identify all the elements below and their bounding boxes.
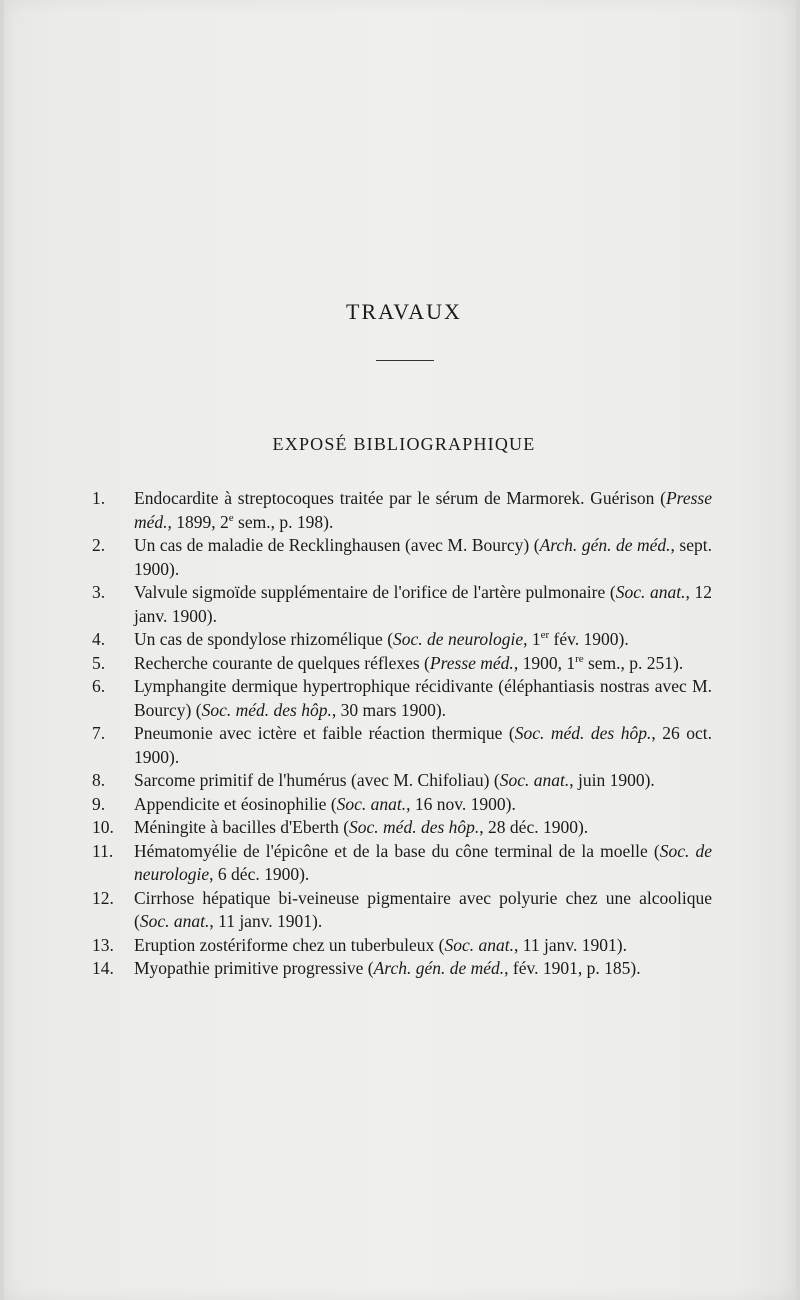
bibliography-entry — [92, 816, 712, 840]
entry-text: Pneumonie avec ictère et faible réaction thermique ( — [134, 723, 515, 743]
entry-text: , juin 1900). — [569, 770, 655, 790]
entry-journal: Soc. méd. des hôp. — [349, 817, 480, 837]
bibliography-entry — [92, 934, 712, 958]
bibliography-entry — [92, 581, 712, 628]
bibliography-entry — [92, 769, 712, 793]
bibliography-entry — [92, 887, 712, 934]
entry-number: 14. — [92, 958, 114, 978]
entry-text: , 11 janv. 1901). — [209, 911, 323, 931]
entry-number: 2. — [92, 535, 106, 555]
entry-text: fév. 1900). — [549, 629, 629, 649]
entry-text: Appendicite et éosinophilie ( — [134, 793, 337, 814]
entry-text: Endocardite à streptocoques traitée par le sérum de Marmorek. Guérison ( — [134, 488, 666, 508]
entry-text: , 11 janv. 1901). — [514, 934, 627, 955]
entry-journal: Soc. de neurologie — [134, 840, 712, 884]
section-subtitle: EXPOSÉ BIBLIOGRAPHIQUE — [272, 434, 536, 454]
entry-number: 10. — [92, 817, 114, 837]
entry-superscript: e — [228, 511, 234, 524]
bibliography-entry — [92, 652, 712, 676]
entry-text: Un cas de spondylose rhizomélique ( — [134, 629, 394, 649]
bibliography-entry — [92, 675, 712, 722]
entry-number: 5. — [92, 652, 106, 673]
bibliography-entry — [92, 840, 712, 887]
entry-journal: Presse méd. — [429, 652, 514, 673]
entry-text: , 12 janv. 1900). — [134, 582, 712, 626]
book-page — [4, 0, 796, 1300]
entry-journal: Soc. anat. — [444, 934, 515, 955]
entry-superscript: re — [575, 652, 584, 665]
bibliography-entry — [92, 628, 712, 652]
entry-journal: Soc. méd. des hôp. — [514, 723, 652, 743]
entry-journal: Soc. méd. des hôp. — [201, 699, 332, 720]
entry-number: 12. — [92, 887, 114, 908]
entry-journal: Arch. gén. de méd. — [373, 958, 505, 978]
entry-text: Eruption zostériforme chez un tuberbuleux ( — [134, 934, 445, 955]
entry-number: 11. — [92, 840, 114, 861]
entry-text: Recherche courante de quelques réflexes ( — [134, 652, 430, 673]
entry-text: , 1 — [523, 629, 541, 649]
entry-journal: Arch. gén. de méd. — [539, 535, 671, 555]
entry-text: sem., p. 251). — [583, 652, 684, 673]
entry-number: 6. — [92, 676, 106, 696]
entry-text: Un cas de maladie de Recklinghausen (avec M. Bourcy) ( — [134, 535, 540, 555]
entry-number: 9. — [92, 793, 106, 814]
entry-text: Méningite à bacilles d'Eberth ( — [134, 817, 350, 837]
entry-text: Lymphangite dermique hypertrophique récidivante (éléphantiasis nostras avec M. Bourcy) ( — [134, 676, 712, 720]
bibliography-entry — [92, 722, 712, 769]
entry-superscript: er — [540, 629, 550, 642]
entry-number: 1. — [92, 488, 106, 508]
entry-text: , 16 nov. 1900). — [406, 793, 516, 814]
entry-text: Myopathie primitive progressive ( — [134, 958, 374, 978]
entry-text: , 26 oct. 1900). — [134, 723, 712, 767]
section-title: TRAVAUX — [346, 299, 462, 324]
entry-text: , fév. 1901, p. 185). — [504, 958, 641, 978]
entry-journal: Presse méd. — [134, 488, 712, 532]
entry-text: Hématomyélie de l'épicône et de la base du cône terminal de la moelle ( — [134, 840, 660, 861]
entry-text: Sarcome primitif de l'humérus (avec M. Chifoliau) ( — [134, 770, 500, 790]
entry-journal: Soc. de neurologie — [393, 629, 524, 649]
title-rule — [376, 360, 434, 361]
entry-text: , 28 déc. 1900). — [479, 817, 589, 837]
bibliography-entry — [92, 793, 712, 817]
entry-text: Valvule sigmoïde supplémentaire de l'orifice de l'artère pulmonaire ( — [134, 582, 616, 602]
entry-journal: Soc. anat. — [499, 770, 570, 790]
entry-journal: Soc. anat. — [139, 911, 210, 931]
entry-text: , 1899, 2 — [167, 511, 229, 532]
entry-text: , 1900, 1 — [513, 652, 576, 673]
entry-number: 8. — [92, 770, 106, 790]
entry-text: , sept. 1900). — [134, 535, 713, 579]
entry-number: 13. — [92, 934, 114, 955]
entry-number: 7. — [92, 723, 106, 743]
bibliography-list — [92, 487, 712, 981]
entry-journal: Soc. anat. — [615, 582, 686, 602]
entry-journal: Soc. anat. — [336, 793, 407, 814]
bibliography-entry — [92, 534, 712, 581]
bibliography-entry — [92, 957, 712, 981]
entry-text: sem., p. 198). — [233, 511, 334, 532]
entry-number: 3. — [92, 582, 106, 602]
entry-number: 4. — [92, 629, 106, 649]
entry-text: Cirrhose hépatique bi-veineuse pigmentaire avec polyurie chez une alcoolique ( — [134, 887, 712, 931]
bibliography-entry — [92, 487, 712, 534]
entry-text: , 6 déc. 1900). — [209, 864, 310, 884]
entry-text: , 30 mars 1900). — [331, 699, 447, 720]
